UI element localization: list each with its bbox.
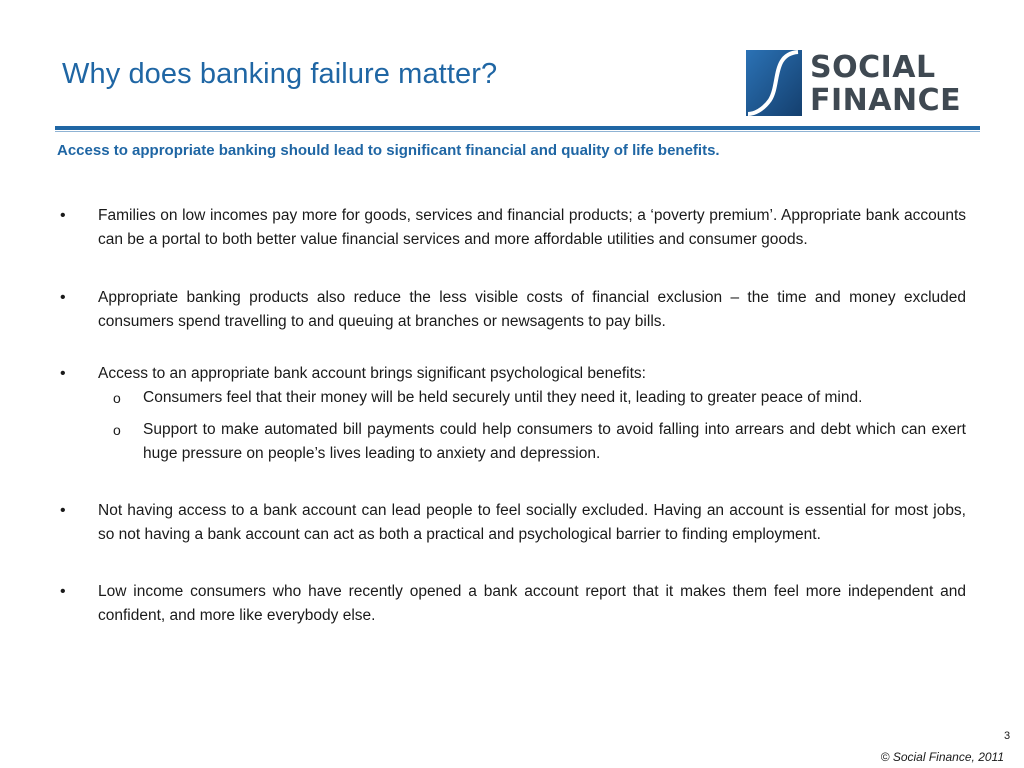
sub-bullet-icon: o [113, 390, 121, 406]
copyright-notice: © Social Finance, 2011 [880, 750, 1004, 764]
bullet-item [60, 286, 966, 334]
bullet-text: Not having access to a bank account can lead people to feel socially excluded. Having an account is essential for most jobs, so not having a bank account can act as both a practical and psychological barrier to finding employment. [98, 502, 966, 543]
page-number: 3 [1004, 730, 1011, 742]
bullet-item [60, 580, 966, 628]
bullet-list [60, 204, 966, 628]
bullet-item [60, 499, 966, 547]
bullet-item [60, 204, 966, 252]
slide-title: Why does banking failure matter? [62, 58, 498, 90]
bullet-icon: • [60, 365, 66, 382]
bullet-text: Families on low incomes pay more for goods, services and financial products; a ‘poverty premium’. Appropriate bank accounts can be a portal to both better value financial services and more affordable utilities and consumer goods. [98, 207, 966, 248]
slide-subtitle: Access to appropriate banking should lead to significant financial and quality of life benefits. [57, 142, 720, 159]
bullet-text: Low income consumers who have recently opened a bank account report that it makes them feel more independent and confident, and more like everybody else. [98, 583, 966, 624]
social-finance-s-mark-icon [746, 50, 802, 116]
sub-bullet-text: Consumers feel that their money will be held securely until they need it, leading to greater peace of mind. [143, 389, 863, 406]
header-divider-thin [55, 131, 980, 132]
header-divider [55, 126, 980, 130]
bullet-text: Appropriate banking products also reduce the less visible costs of financial exclusion – the time and money excluded consumers spend travelling to and queuing at branches or newsagents to pay bills. [98, 289, 966, 330]
social-finance-logo [746, 50, 976, 116]
bullet-item [60, 362, 966, 466]
sub-bullet-icon: o [113, 422, 121, 438]
sub-bullet-item [98, 386, 966, 410]
bullet-content [60, 204, 966, 628]
bullet-icon: • [60, 289, 66, 306]
sub-bullet-list [98, 386, 966, 466]
bullet-icon: • [60, 583, 66, 600]
logo-text-social: SOCIAL [810, 50, 936, 85]
bullet-icon: • [60, 502, 66, 519]
sub-bullet-item [98, 418, 966, 466]
sub-bullet-text: Support to make automated bill payments could help consumers to avoid falling into arrears and debt which can exert huge pressure on people’s lives leading to anxiety and depression. [143, 421, 966, 462]
bullet-text: Access to an appropriate bank account brings significant psychological benefits: [98, 365, 646, 382]
logo-text-finance: FINANCE [810, 83, 962, 118]
bullet-icon: • [60, 207, 66, 224]
